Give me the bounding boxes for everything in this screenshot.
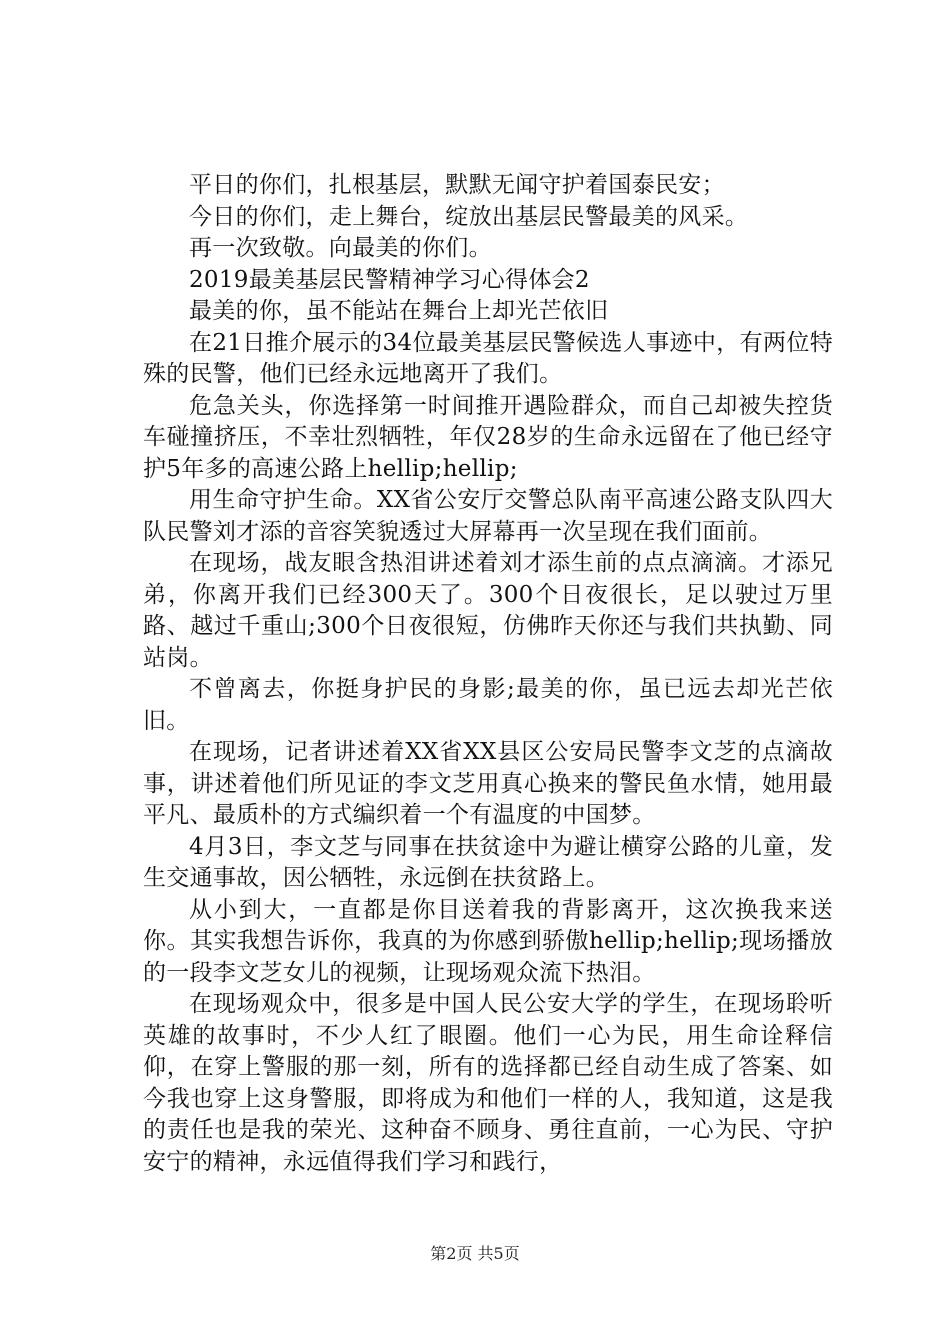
paragraph: 今日的你们，走上舞台，绽放出基层民警最美的风采。 <box>189 203 749 230</box>
paragraph: 在21日推介展示的34位最美基层民警候选人事迹中，有两位特殊的民警，他们已经永远地离开了我们。 <box>143 329 833 387</box>
paragraph: 用生命守护生命。XX省公安厅交警总队南平高速公路支队四大队民警刘才添的音容笑貌透过大屏幕再一次呈现在我们面前。 <box>143 487 833 545</box>
paragraph: 再一次致敬。向最美的你们。 <box>189 235 492 261</box>
paragraph: 不曾离去，你挺身护民的身影;最美的你，虽已远去却光芒依旧。 <box>143 676 833 734</box>
document-body <box>143 170 833 1178</box>
paragraph: 平日的你们，扎根基层，默默无闻守护着国泰民安； <box>189 172 725 198</box>
paragraph: 在现场，战友眼含热泪讲述着刘才添生前的点点滴滴。才添兄弟，你离开我们已经300天了。300个日夜很长，足以驶过万里路、越过千重山;300个日夜很短，仿佛昨天你还与我们共执勤、同站岗。 <box>143 550 833 671</box>
subtitle: 最美的你，虽不能站在舞台上却光芒依旧 <box>189 298 609 324</box>
section-title: 2019最美基层民警精神学习心得体会2 <box>189 266 590 293</box>
page-number: 第2页 共5页 <box>430 1244 520 1263</box>
paragraph: 从小到大，一直都是你目送着我的背影离开，这次换我来送你。其实我想告诉你，我真的为你感到骄傲hellip;hellip;现场播放的一段李文芝女儿的视频，让现场观众流下热泪。 <box>143 896 833 986</box>
paragraph: 在现场观众中，很多是中国人民公安大学的学生，在现场聆听英雄的故事时，不少人红了眼圈。他们一心为民，用生命诠释信仰，在穿上警服的那一刻，所有的选择都已经自动生成了答案、如今我也穿上这身警服，即将成为和他们一样的人，我知道，这是我的责任也是我的荣光、这种奋不顾身、勇往直前，一心为民、守护安宁的精神，永远值得我们学习和践行， <box>143 991 833 1175</box>
paragraph: 在现场，记者讲述着XX省XX县区公安局民警李文芝的点滴故事，讲述着他们所见证的李文芝用真心换来的警民鱼水情，她用最平凡、最质朴的方式编织着一个有温度的中国梦。 <box>143 739 833 828</box>
paragraph: 危急关头，你选择第一时间推开遇险群众，而自己却被失控货车碰撞挤压，不幸壮烈牺牲，年仅28岁的生命永远留在了他已经守护5年多的高速公路上hellip;hellip; <box>143 392 833 482</box>
paragraph: 4月3日，李文芝与同事在扶贫途中为避让横穿公路的儿童，发生交通事故，因公牺牲，永远倒在扶贫路上。 <box>143 833 833 891</box>
